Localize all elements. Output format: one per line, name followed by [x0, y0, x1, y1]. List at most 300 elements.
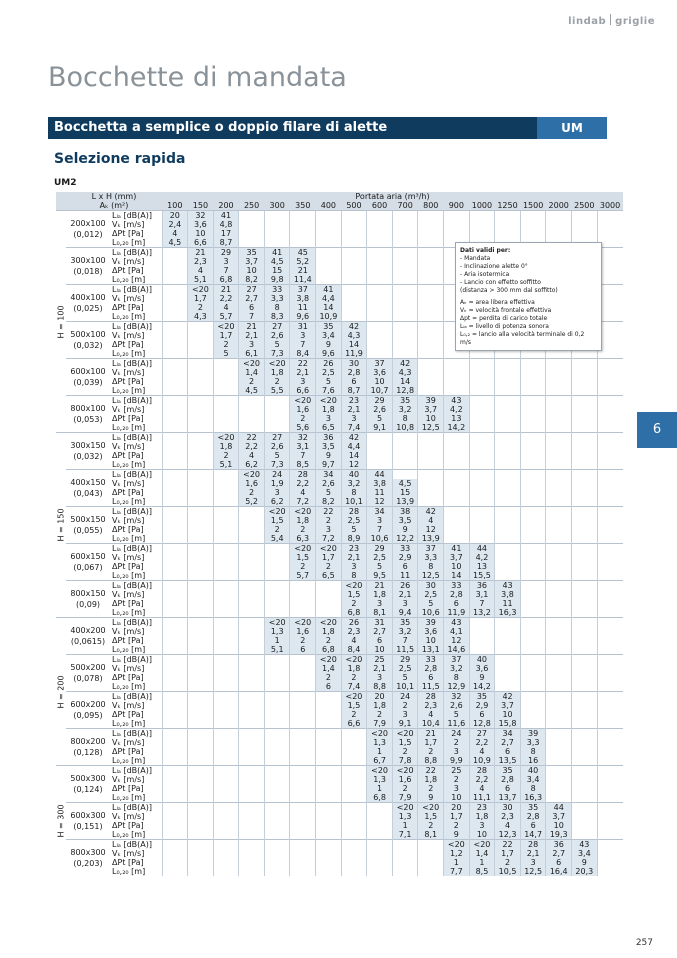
empty-cell [162, 682, 188, 692]
value-cell: 37 [418, 544, 444, 554]
empty-cell [520, 627, 546, 636]
value-cell: 4,4 [341, 442, 367, 451]
empty-cell [213, 359, 239, 369]
empty-cell [444, 507, 470, 517]
empty-cell [546, 220, 572, 229]
value-cell: 21 [213, 285, 239, 295]
value-cell: 21 [239, 322, 265, 332]
flow-header: 150 [188, 201, 214, 211]
empty-cell [469, 525, 495, 534]
value-cell: 13,5 [495, 756, 521, 766]
empty-cell [213, 673, 239, 682]
empty-cell [392, 433, 418, 443]
value-cell: 44 [546, 803, 572, 813]
empty-cell [213, 701, 239, 710]
param-label: ΔPt [Pa] [112, 414, 144, 423]
empty-cell [495, 442, 521, 451]
value-cell: 5 [316, 377, 342, 386]
param-label: ΔPt [Pa] [112, 673, 144, 682]
value-cell: 22 [290, 359, 316, 369]
empty-cell [316, 867, 342, 876]
empty-cell [520, 553, 546, 562]
empty-cell [546, 738, 572, 747]
empty-cell [367, 322, 393, 332]
empty-cell [444, 534, 470, 544]
empty-cell [572, 710, 598, 719]
empty-cell [264, 729, 290, 739]
empty-cell [546, 608, 572, 618]
empty-cell [264, 396, 290, 406]
table-row [56, 775, 623, 784]
empty-cell [162, 867, 188, 876]
empty-cell [162, 590, 188, 599]
empty-cell [188, 349, 214, 359]
param-label: Vₖ [m/s] [112, 812, 145, 821]
empty-cell [290, 803, 316, 813]
value-cell: 8,1 [367, 608, 393, 618]
empty-cell [188, 553, 214, 562]
empty-cell [188, 840, 214, 850]
size-label: 500x150 [70, 515, 106, 524]
empty-cell [239, 414, 265, 423]
value-cell: <20 [290, 544, 316, 554]
value-cell: 27 [469, 729, 495, 739]
value-cell: 5,1 [213, 460, 239, 470]
empty-cell [444, 442, 470, 451]
empty-cell [239, 645, 265, 655]
flow-header: 500 [341, 201, 367, 211]
empty-cell [597, 849, 623, 858]
table-row [56, 682, 623, 692]
value-cell: 2 [290, 414, 316, 423]
header-row-2 [56, 201, 623, 211]
value-cell: <20 [264, 359, 290, 369]
value-cell: 17 [213, 229, 239, 238]
value-cell: 9 [469, 673, 495, 682]
empty-cell [264, 673, 290, 682]
empty-cell [162, 507, 188, 517]
empty-cell [188, 359, 214, 369]
empty-cell [264, 812, 290, 821]
note-condition: - Mandata [460, 255, 491, 262]
empty-cell [162, 645, 188, 655]
value-cell: 3 [341, 562, 367, 571]
empty-cell [188, 451, 214, 460]
empty-cell [572, 784, 598, 793]
value-cell: 7,6 [316, 386, 342, 396]
value-cell: 10,5 [495, 867, 521, 876]
value-cell: 11,6 [444, 719, 470, 729]
empty-cell [213, 562, 239, 571]
empty-cell [572, 803, 598, 813]
empty-cell [520, 470, 546, 480]
size-label: 400x150 [70, 478, 106, 487]
empty-cell [290, 238, 316, 248]
value-cell: <20 [264, 618, 290, 628]
group-label [56, 766, 66, 877]
empty-cell [188, 664, 214, 673]
empty-cell [290, 821, 316, 830]
empty-cell [341, 211, 367, 221]
value-cell: 2,6 [264, 331, 290, 340]
table-row [56, 497, 623, 507]
empty-cell [520, 507, 546, 517]
empty-cell [572, 553, 598, 562]
empty-cell [572, 636, 598, 645]
empty-cell [444, 488, 470, 497]
empty-cell [520, 544, 546, 554]
empty-cell [572, 396, 598, 406]
empty-cell [264, 571, 290, 581]
value-cell: 2,7 [239, 294, 265, 303]
value-cell: 34 [495, 729, 521, 739]
empty-cell [316, 719, 342, 729]
empty-cell [495, 497, 521, 507]
value-cell: 3,8 [495, 590, 521, 599]
empty-cell [546, 525, 572, 534]
value-cell: 2 [188, 303, 214, 312]
empty-cell [213, 719, 239, 729]
empty-cell [162, 248, 188, 258]
value-cell: 3,6 [469, 664, 495, 673]
chapter-tab[interactable]: 6 [637, 412, 677, 448]
value-cell: 7,9 [392, 793, 418, 803]
size-label: 800x150 [70, 589, 106, 598]
value-cell: 1,8 [213, 442, 239, 451]
empty-cell [188, 516, 214, 525]
empty-cell [495, 525, 521, 534]
value-cell: 5,1 [264, 645, 290, 655]
value-cell: 1,7 [495, 849, 521, 858]
size-cell [66, 433, 110, 470]
empty-cell [188, 747, 214, 756]
empty-cell [316, 599, 342, 608]
size-label: 600x200 [70, 700, 106, 709]
empty-cell [572, 608, 598, 618]
flow-header: 600 [367, 201, 393, 211]
table-row [56, 423, 623, 433]
value-cell: 28 [418, 692, 444, 702]
param-label: Vₖ [m/s] [112, 442, 145, 451]
empty-cell [162, 729, 188, 739]
value-cell: 2 [341, 710, 367, 719]
empty-cell [239, 830, 265, 840]
header-size: L x H (mm) [66, 192, 162, 201]
value-cell: 9 [316, 340, 342, 349]
empty-cell [316, 858, 342, 867]
empty-cell [520, 719, 546, 729]
value-cell: 3 [367, 516, 393, 525]
empty-cell [597, 775, 623, 784]
value-cell: 3,1 [290, 442, 316, 451]
value-cell: 29 [367, 544, 393, 554]
empty-cell [290, 655, 316, 665]
empty-cell [188, 534, 214, 544]
empty-cell [239, 701, 265, 710]
notes-legend [460, 299, 597, 347]
value-cell: 8 [341, 488, 367, 497]
value-cell: 3,2 [341, 479, 367, 488]
empty-cell [597, 636, 623, 645]
value-cell: 1,8 [290, 516, 316, 525]
notes-title: Dati validi per: [460, 247, 511, 254]
empty-cell [264, 608, 290, 618]
value-cell: 10 [495, 710, 521, 719]
value-cell: 19,3 [546, 830, 572, 840]
empty-cell [597, 784, 623, 793]
value-cell: 6,6 [290, 386, 316, 396]
empty-cell [444, 451, 470, 460]
param-label: Vₖ [m/s] [112, 331, 145, 340]
empty-cell [418, 377, 444, 386]
empty-cell [239, 747, 265, 756]
value-cell: 2,8 [418, 664, 444, 673]
value-cell: 1,6 [392, 775, 418, 784]
value-cell: 1,8 [316, 627, 342, 636]
area-label: (0,012) [73, 230, 103, 239]
value-cell: 1,5 [341, 701, 367, 710]
empty-cell [546, 655, 572, 665]
empty-cell [264, 756, 290, 766]
value-cell: 7,8 [392, 756, 418, 766]
empty-cell [162, 858, 188, 867]
param-label: L₀,₂₀ [m] [112, 238, 146, 247]
param-label: L₀,₂₀ [m] [112, 423, 146, 432]
brand-header [568, 14, 655, 27]
value-cell: 3 [264, 488, 290, 497]
value-cell: 3 [392, 599, 418, 608]
empty-cell [290, 849, 316, 858]
value-cell: 4,3 [392, 368, 418, 377]
empty-cell [188, 507, 214, 517]
empty-cell [546, 618, 572, 628]
empty-cell [597, 497, 623, 507]
empty-cell [213, 636, 239, 645]
table-row [56, 830, 623, 840]
value-cell: 1,4 [239, 368, 265, 377]
value-cell: 1 [392, 821, 418, 830]
empty-cell [392, 248, 418, 258]
param-label: ΔPt [Pa] [112, 747, 144, 756]
empty-cell [572, 534, 598, 544]
value-cell: 11,9 [341, 349, 367, 359]
empty-cell [341, 784, 367, 793]
value-cell: 1,7 [418, 738, 444, 747]
empty-cell [367, 220, 393, 229]
empty-cell [239, 618, 265, 628]
value-cell: 8,7 [213, 238, 239, 248]
empty-cell [239, 756, 265, 766]
empty-cell [213, 645, 239, 655]
empty-cell [520, 571, 546, 581]
value-cell: 10 [444, 793, 470, 803]
value-cell: 3 [469, 821, 495, 830]
value-cell: 1 [469, 858, 495, 867]
area-label: (0,032) [73, 452, 103, 461]
empty-cell [367, 275, 393, 285]
value-cell: 9 [418, 793, 444, 803]
table-row [56, 470, 623, 480]
value-cell: 5,4 [264, 534, 290, 544]
value-cell: 10,9 [469, 756, 495, 766]
flow-header: 2500 [572, 201, 598, 211]
empty-cell [367, 294, 393, 303]
value-cell: 8,9 [341, 534, 367, 544]
param-label: Lₗₐ [dB(A)] [110, 470, 162, 480]
brand-separator [610, 14, 611, 25]
param-label: ΔPt [Pa] [112, 488, 144, 497]
empty-cell [316, 747, 342, 756]
flow-header: 300 [264, 201, 290, 211]
area-label: (0,124) [73, 785, 103, 794]
value-cell: 2 [392, 747, 418, 756]
empty-cell [162, 562, 188, 571]
empty-cell [546, 544, 572, 554]
empty-cell [213, 867, 239, 876]
empty-cell [546, 433, 572, 443]
empty-cell [572, 830, 598, 840]
empty-cell [367, 266, 393, 275]
table-row [56, 507, 623, 517]
empty-cell [316, 766, 342, 776]
value-cell: 1,8 [341, 664, 367, 673]
empty-cell [469, 470, 495, 480]
empty-cell [520, 442, 546, 451]
param-label: Vₖ [m/s] [112, 775, 145, 784]
size-label: 500x200 [70, 663, 106, 672]
empty-cell [188, 544, 214, 554]
value-cell: 2,5 [392, 664, 418, 673]
value-cell: 2 [290, 562, 316, 571]
value-cell: 28 [290, 470, 316, 480]
empty-cell [597, 655, 623, 665]
empty-cell [162, 285, 188, 295]
value-cell: <20 [444, 840, 470, 850]
empty-cell [264, 775, 290, 784]
empty-cell [188, 830, 214, 840]
empty-cell [316, 840, 342, 850]
empty-cell [290, 229, 316, 238]
empty-cell [444, 229, 470, 238]
flow-header: 350 [290, 201, 316, 211]
area-label: (0,025) [73, 304, 103, 313]
value-cell: 4 [469, 747, 495, 756]
empty-cell [597, 664, 623, 673]
empty-cell [367, 442, 393, 451]
value-cell: 7,7 [444, 867, 470, 876]
empty-cell [418, 433, 444, 443]
empty-cell [392, 331, 418, 340]
empty-cell [264, 599, 290, 608]
empty-cell [546, 553, 572, 562]
value-cell: 6,7 [367, 756, 393, 766]
empty-cell [162, 377, 188, 386]
empty-cell [546, 729, 572, 739]
empty-cell [367, 248, 393, 258]
empty-cell [418, 294, 444, 303]
empty-cell [341, 220, 367, 229]
empty-cell [597, 396, 623, 406]
empty-cell [392, 229, 418, 238]
value-cell: 6 [495, 784, 521, 793]
empty-cell [341, 830, 367, 840]
empty-cell [495, 211, 521, 221]
value-cell: 2,8 [520, 812, 546, 821]
table-row [56, 359, 623, 369]
value-cell: 6 [341, 377, 367, 386]
value-cell: 1,6 [290, 627, 316, 636]
empty-cell [572, 701, 598, 710]
empty-cell [597, 442, 623, 451]
empty-cell [162, 396, 188, 406]
value-cell: 2,6 [367, 405, 393, 414]
value-cell: 4,5 [239, 386, 265, 396]
value-cell: 12 [341, 460, 367, 470]
value-cell: 22 [495, 840, 521, 850]
empty-cell [597, 534, 623, 544]
empty-cell [597, 507, 623, 517]
value-cell: 2 [418, 784, 444, 793]
empty-cell [162, 636, 188, 645]
size-cell [66, 692, 110, 729]
empty-cell [520, 479, 546, 488]
empty-cell [213, 414, 239, 423]
value-cell: 9,1 [367, 423, 393, 433]
empty-cell [162, 701, 188, 710]
value-cell: 3,4 [316, 331, 342, 340]
empty-cell [316, 793, 342, 803]
param-label: L₀,₂₀ [m] [112, 645, 146, 654]
size-label: 600x100 [70, 367, 106, 376]
empty-cell [469, 423, 495, 433]
value-cell: 2 [341, 599, 367, 608]
empty-cell [341, 312, 367, 322]
empty-cell [213, 664, 239, 673]
value-cell: 1,7 [444, 812, 470, 821]
empty-cell [162, 581, 188, 591]
empty-cell [367, 331, 393, 340]
empty-cell [469, 507, 495, 517]
empty-cell [546, 710, 572, 719]
empty-cell [264, 692, 290, 702]
value-cell: 12,8 [469, 719, 495, 729]
empty-cell [469, 414, 495, 423]
value-cell: 30 [418, 581, 444, 591]
empty-cell [597, 460, 623, 470]
empty-cell [162, 775, 188, 784]
empty-cell [418, 460, 444, 470]
value-cell: <20 [418, 803, 444, 813]
size-cell [66, 507, 110, 544]
empty-cell [367, 285, 393, 295]
value-cell: 2,4 [162, 220, 188, 229]
value-cell: 6,8 [367, 793, 393, 803]
empty-cell [367, 303, 393, 312]
empty-cell [341, 793, 367, 803]
empty-cell [520, 460, 546, 470]
empty-cell [188, 775, 214, 784]
area-label: (0,095) [73, 711, 103, 720]
empty-cell [418, 386, 444, 396]
empty-cell [392, 303, 418, 312]
empty-cell [264, 738, 290, 747]
value-cell: 6 [290, 645, 316, 655]
value-cell: 15 [392, 488, 418, 497]
size-cell [66, 544, 110, 581]
empty-cell [520, 590, 546, 599]
empty-cell [188, 599, 214, 608]
value-cell: 10 [418, 636, 444, 645]
